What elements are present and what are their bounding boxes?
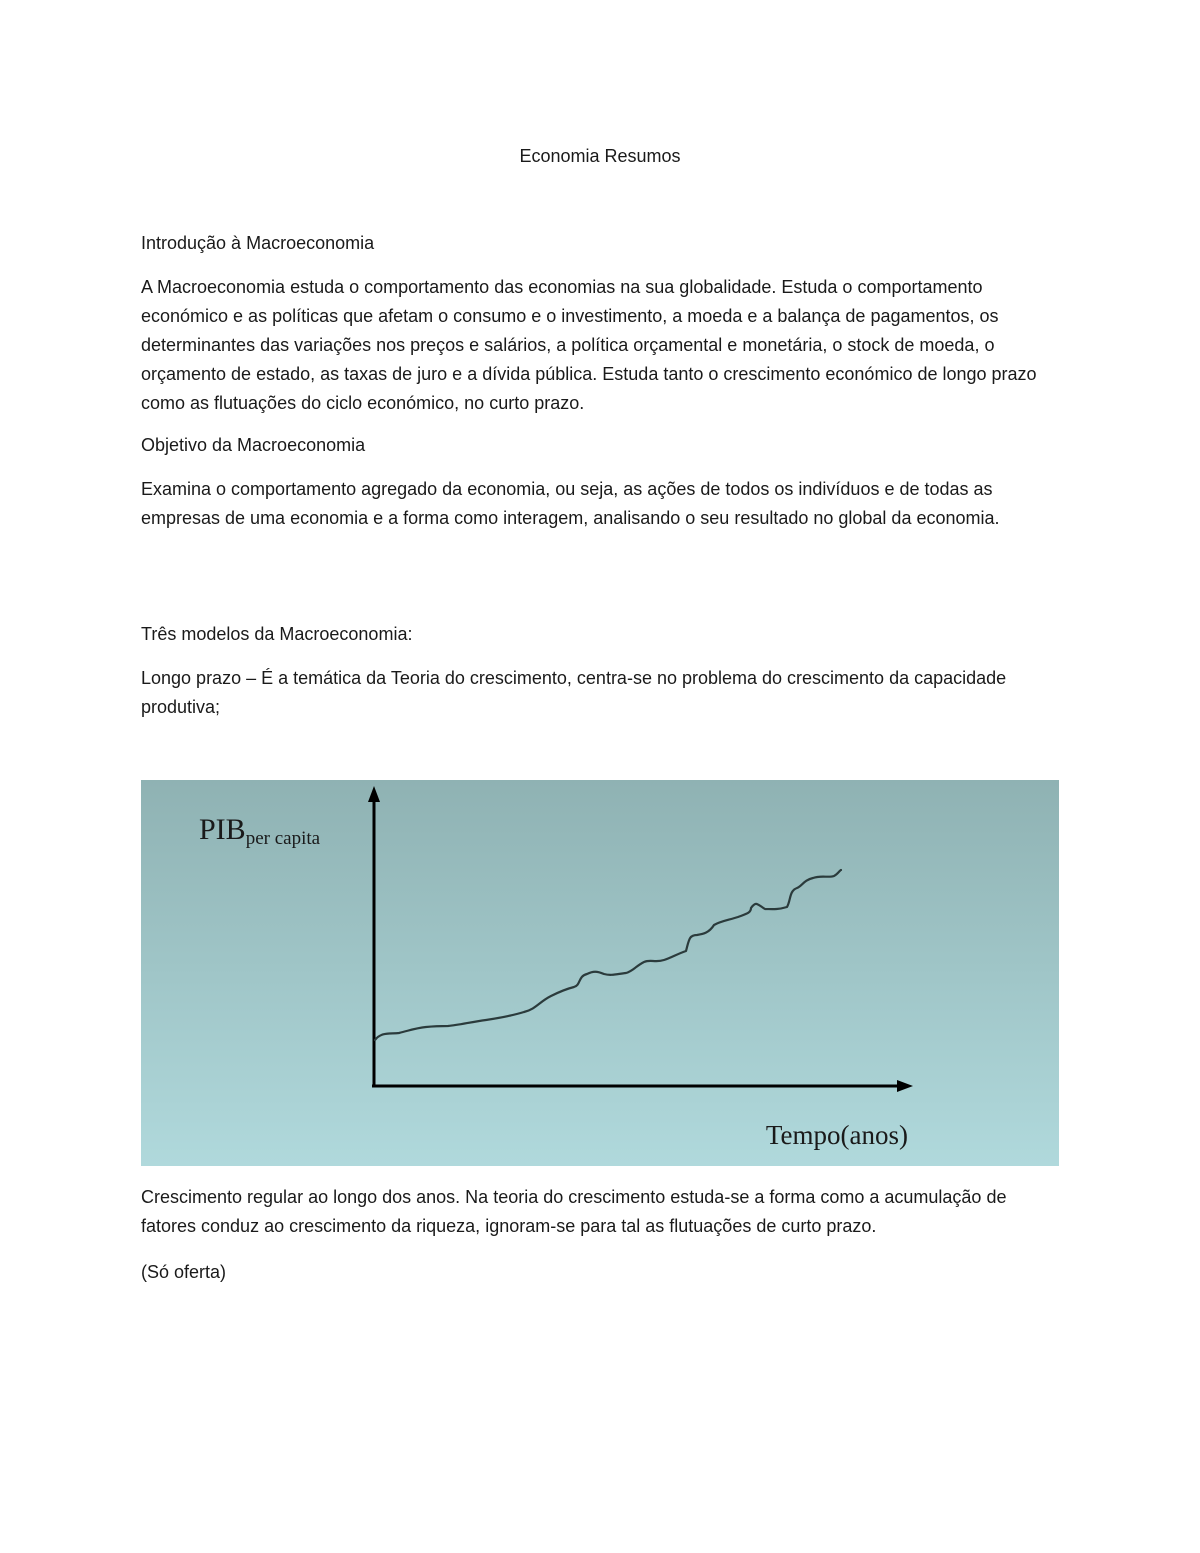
section-heading-introduction: Introdução à Macroeconomia — [141, 233, 375, 253]
growth-figure — [141, 780, 1059, 1166]
closing-note: (Só oferta) — [141, 1262, 227, 1282]
paragraph-introduction: A Macroeconomia estuda o comportamento das economias na sua globalidade. Estuda o comportamento económico e as políticas que afetam o consumo e o investimento, a moeda e a balança de pagamentos, os determinantes das variações nos preços e salários, a política orçamental e monetária, o stock de moeda, o orçamento de estado, as taxas de juro e a dívida pública. Estuda tanto o crescimento económico de longo prazo como as flutuações do ciclo económico, no curto prazo. — [141, 277, 1037, 413]
growth-diagram — [141, 780, 1059, 1166]
y-axis-label-main: PIB — [199, 813, 246, 846]
paragraph-long-term: Longo prazo – É a temática da Teoria do crescimento, centra-se no problema do crescimento da capacidade produtiva; — [141, 668, 1007, 717]
section-heading-models: Três modelos da Macroeconomia: — [141, 624, 413, 644]
paragraph-objective: Examina o comportamento agregado da economia, ou seja, as ações de todos os indivíduos e de todas as empresas de uma economia e a forma como interagem, analisando o seu resultado no global da economia. — [141, 479, 1000, 528]
section-heading-objective: Objetivo da Macroeconomia — [141, 435, 366, 455]
page-title: Economia Resumos — [519, 146, 681, 166]
x-axis-label: Tempo(anos) — [765, 1120, 908, 1150]
paragraph-after-figure: Crescimento regular ao longo dos anos. Na teoria do crescimento estuda-se a forma como a acumulação de fatores conduz ao crescimento da riqueza, ignoram-se para tal as flutuações de curto prazo. — [141, 1187, 1007, 1236]
y-axis-label-subscript: per capita — [245, 828, 321, 849]
